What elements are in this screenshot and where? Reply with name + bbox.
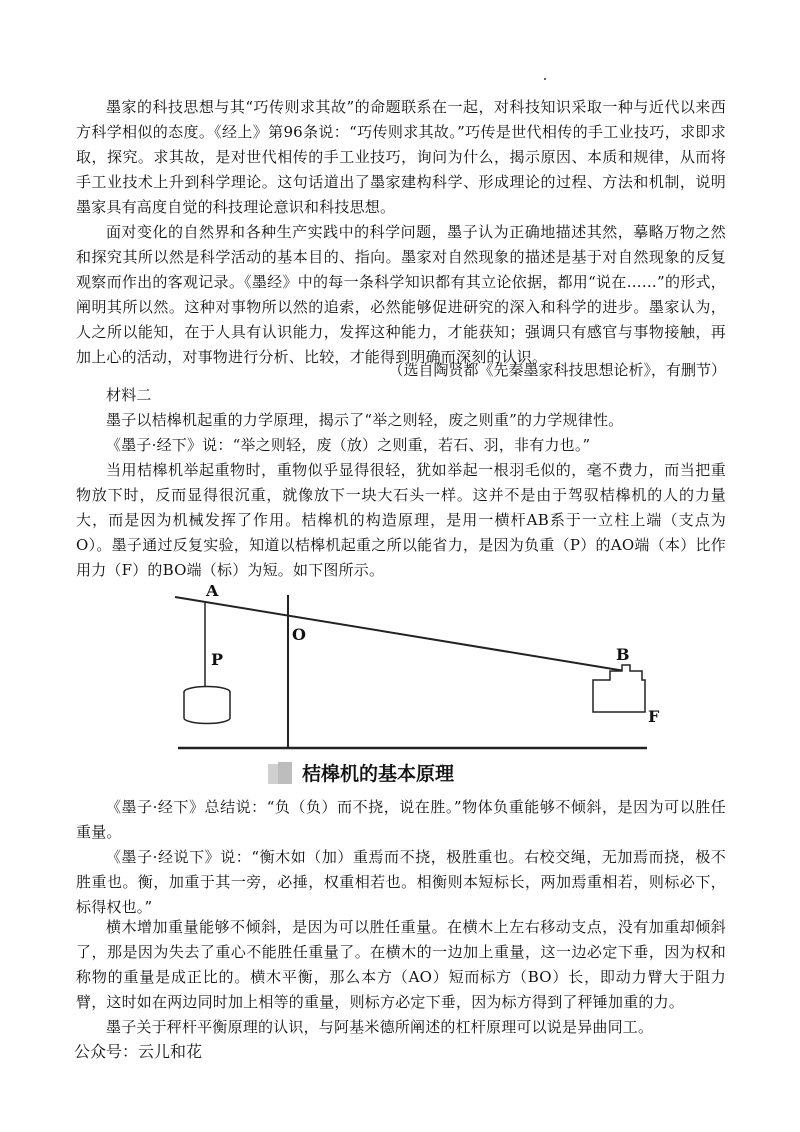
label-f: F bbox=[648, 707, 660, 726]
bucket-icon bbox=[184, 687, 230, 724]
scan-speck bbox=[544, 78, 546, 80]
label-p: P bbox=[211, 650, 224, 669]
paragraph-archimedes-comparison: 墨子关于秤杆平衡原理的认识，与阿基米德所阐述的杠杆原理可以说是异曲同工。 bbox=[106, 1018, 654, 1036]
paragraph-bearing-weight: 《墨子·经下》总结说：“负（负）而不挠，说在胜。”物体负重能够不倾斜，是因为可以胜任重量。 bbox=[76, 798, 726, 841]
material-two-quote: 《墨子·经下》说：“举之则轻，废（放）之则重，若石、羽，非有力也。” bbox=[106, 436, 591, 454]
paragraph-balance-quote: 《墨子·经说下》说：“衡木如（加）重焉而不挠，极胜重也。右校交绳，无加焉而挠，极不胜重也。衡，加重于其一旁，必捶，权重相若也。相衡则本短标长，两加焉重相若，则标必下，标得权也。” bbox=[76, 848, 726, 916]
label-o: O bbox=[292, 625, 306, 644]
label-b: B bbox=[616, 645, 630, 664]
lever-diagram bbox=[160, 585, 660, 765]
counterweight-icon bbox=[593, 665, 645, 712]
blurred-mark bbox=[278, 762, 292, 784]
source-citation: （选自陶贤都《先秦墨家科技思想论析》，有删节） bbox=[388, 361, 726, 379]
label-a: A bbox=[206, 585, 219, 600]
material-two-intro: 墨子以桔槔机起重的力学原理，揭示了“举之则轻，废之则重”的力学规律性。 bbox=[106, 411, 624, 429]
paragraph-balance-explanation: 横木增加重量能够不倾斜，是因为可以胜任重量。在横木上左右移动支点，没有加重却倾斜了，那是因为失去了重心不能胜任重量了。在横木的一边加上重量，这一边必定下垂，因为权和称物的重量是成正比的。横木平衡，那么本方（AO）短而标方（BO）长，即动力臂大于阻力臂，这时如在两边同时加上相等的重量，则标方必定下垂，因为标方得到了秤锤加重的力。 bbox=[76, 918, 726, 1011]
footer-account: 公众号：云儿和花 bbox=[74, 1042, 203, 1061]
paragraph-mohist-tech-thought: 墨家的科技思想与其“巧传则求其故”的命题联系在一起，对科技知识采取一种与近代以来西方科学相似的态度。《经上》第96条说：“巧传则求其故。”巧传是世代相传的手工业技巧，求即求取，探究。求其故，是对世代相传的手工业技巧，询问为什么，揭示原因、本质和规律，从而将手工业技术上升到科学理论。这句话道出了墨家建构科学、形成理论的过程、方法和机制，说明墨家具有高度自觉的科技理论意识和科技思想。 bbox=[76, 98, 726, 216]
paragraph-lever-mechanism: 当用桔槔机举起重物时，重物似乎显得很轻，犹如举起一根羽毛似的，毫不费力，而当把重物放下时，反而显得很沉重，就像放下一块大石头一样。这并不是由于驾驭桔槔机的人的力量大，而是因为机械发挥了作用。桔槔机的构造原理，是用一横杆AB系于一立柱上端（支点为O）。墨子通过反复实验，知道以桔槔机起重之所以能省力，是因为负重（P）的AO端（本）比作用力（F）的BO端（标）为短。如下图所示。 bbox=[76, 461, 726, 579]
lever-beam bbox=[175, 597, 625, 671]
figure-caption-text: 桔槔机的基本原理 bbox=[302, 763, 455, 785]
figure-caption bbox=[268, 760, 568, 788]
material-two-label: 材料二 bbox=[106, 386, 152, 404]
paragraph-scientific-activity: 面对变化的自然界和各种生产实践中的科学问题，墨子认为正确地描述其然，摹略万物之然和探究其所以然是科学活动的基本目的、指向。墨家对自然现象的描述是基于对自然现象的反复观察而作出的客观记录。《墨经》中的每一条科学知识都有其立论依据，都用“说在……”的形式，阐明其所以然。这种对事物所以然的追索，必然能够促进研究的深入和科学的进步。墨家认为，人之所以能知，在于人具有认识能力，发挥这种能力，才能获知；强调只有感官与事物接触，再加上心的活动，对事物进行分析、比较，才能得到明确而深刻的认识。 bbox=[76, 223, 726, 366]
